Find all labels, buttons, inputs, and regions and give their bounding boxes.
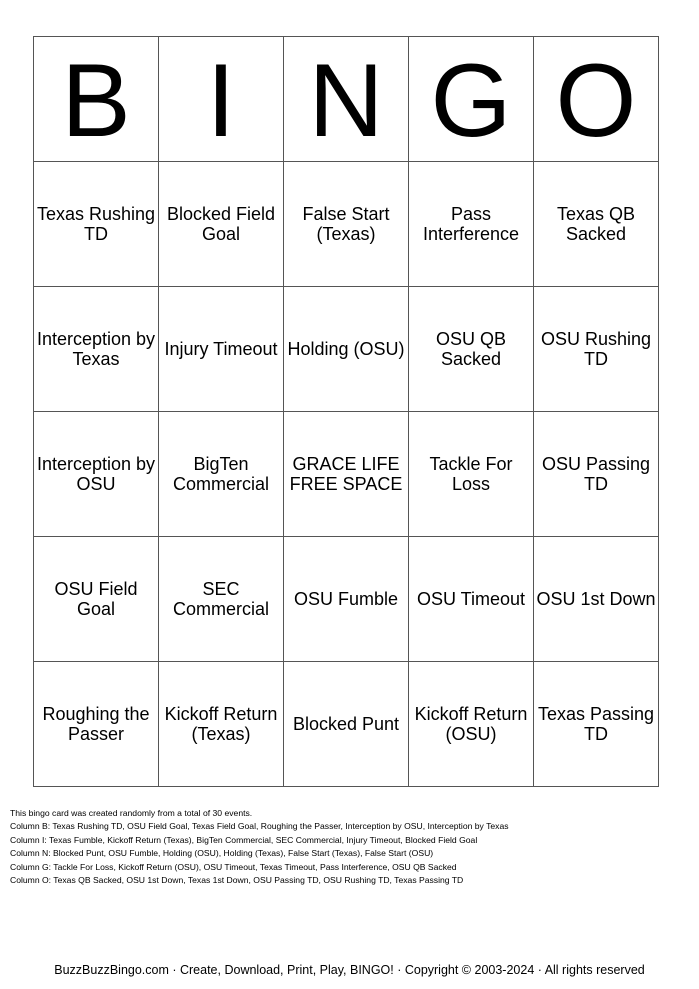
free-space-cell (284, 412, 409, 537)
bingo-row (34, 162, 659, 287)
bingo-cell (284, 537, 409, 662)
bingo-cell (409, 662, 534, 787)
cell-label: OSU 1st Down (536, 589, 656, 609)
cell-label: OSU Timeout (416, 589, 526, 609)
bingo-cell (159, 162, 284, 287)
cell-label: Texas QB Sacked (556, 204, 636, 244)
bingo-cell (34, 412, 159, 537)
bingo-row (34, 537, 659, 662)
cell-label: OSU Rushing TD (540, 329, 652, 369)
cell-label: Pass Interference (422, 204, 520, 244)
bingo-cell (34, 662, 159, 787)
header-letter-n: N (284, 37, 409, 162)
cell-label: Kickoff Return (OSU) (414, 704, 528, 744)
cell-label: OSU QB Sacked (435, 329, 506, 369)
cell-label: OSU Field Goal (54, 579, 138, 619)
bingo-cell (159, 662, 284, 787)
header-letter-b: B (34, 37, 159, 162)
column-i-events: Column I: Texas Fumble, Kickoff Return (Texas), BigTen Commercial, SEC Commercial, Injury Timeout, Blocked Field Goal (10, 834, 478, 845)
bingo-row (34, 412, 659, 537)
cell-label: Interception by OSU (36, 454, 156, 494)
cell-label: Injury Timeout (164, 339, 278, 359)
notes-intro: This bingo card was created randomly from a total of 30 events. (10, 808, 253, 818)
column-b-events: Column B: Texas Rushing TD, OSU Field Goal, Texas Field Goal, Roughing the Passer, Interception by OSU, Interception by Texas (10, 821, 509, 832)
bingo-header-row (34, 37, 659, 162)
bingo-cell (534, 412, 659, 537)
cell-label: Holding (OSU) (287, 339, 405, 359)
header-letter-i: I (159, 37, 284, 162)
bingo-row (34, 662, 659, 787)
header-letter-g: G (409, 37, 534, 162)
bingo-cell (284, 662, 409, 787)
cell-label: False Start (Texas) (302, 204, 390, 244)
header-letter-o: O (534, 37, 659, 162)
bingo-cell (159, 287, 284, 412)
cell-label: GRACE LIFE FREE SPACE (289, 454, 403, 494)
cell-label: Roughing the Passer (42, 704, 150, 744)
bingo-cell (34, 287, 159, 412)
cell-label: SEC Commercial (172, 579, 269, 619)
bingo-cell (34, 537, 159, 662)
bingo-cell (534, 162, 659, 287)
column-n-events: Column N: Blocked Punt, OSU Fumble, Holding (OSU), Holding (Texas), False Start (Texas), False Start (OSU) (10, 848, 434, 859)
bingo-cell (534, 537, 659, 662)
cell-label: Interception by Texas (36, 329, 156, 369)
column-g-events: Column G: Tackle For Loss, Kickoff Return (OSU), OSU Timeout, Texas Timeout, Pass Interference, OSU QB Sacked (10, 861, 457, 872)
cell-label: Texas Passing TD (537, 704, 655, 744)
bingo-cell (409, 412, 534, 537)
bingo-cell (409, 287, 534, 412)
cell-label: Kickoff Return (Texas) (164, 704, 278, 744)
cell-label: BigTen Commercial (172, 454, 269, 494)
bingo-cell (534, 287, 659, 412)
card-notes (10, 807, 690, 887)
bingo-cell (159, 537, 284, 662)
bingo-cell (534, 662, 659, 787)
cell-label: Blocked Field Goal (166, 204, 276, 244)
bingo-cell (409, 537, 534, 662)
bingo-cell (159, 412, 284, 537)
bingo-cell (284, 162, 409, 287)
cell-label: Texas Rushing TD (36, 204, 156, 244)
bingo-row (34, 287, 659, 412)
cell-label: Blocked Punt (292, 714, 400, 734)
copyright-footer: BuzzBuzzBingo.com · Create, Download, Print, Play, BINGO! · Copyright © 2003-2024 · All rights reserved (54, 963, 645, 977)
column-o-events: Column O: Texas QB Sacked, OSU 1st Down, Texas 1st Down, OSU Passing TD, OSU Rushing TD, Texas Passing TD (10, 875, 464, 886)
bingo-cell (284, 287, 409, 412)
cell-label: OSU Fumble (293, 589, 399, 609)
bingo-cell (409, 162, 534, 287)
cell-label: Tackle For Loss (429, 454, 513, 494)
bingo-card (33, 36, 659, 787)
cell-label: OSU Passing TD (541, 454, 651, 494)
bingo-cell (34, 162, 159, 287)
